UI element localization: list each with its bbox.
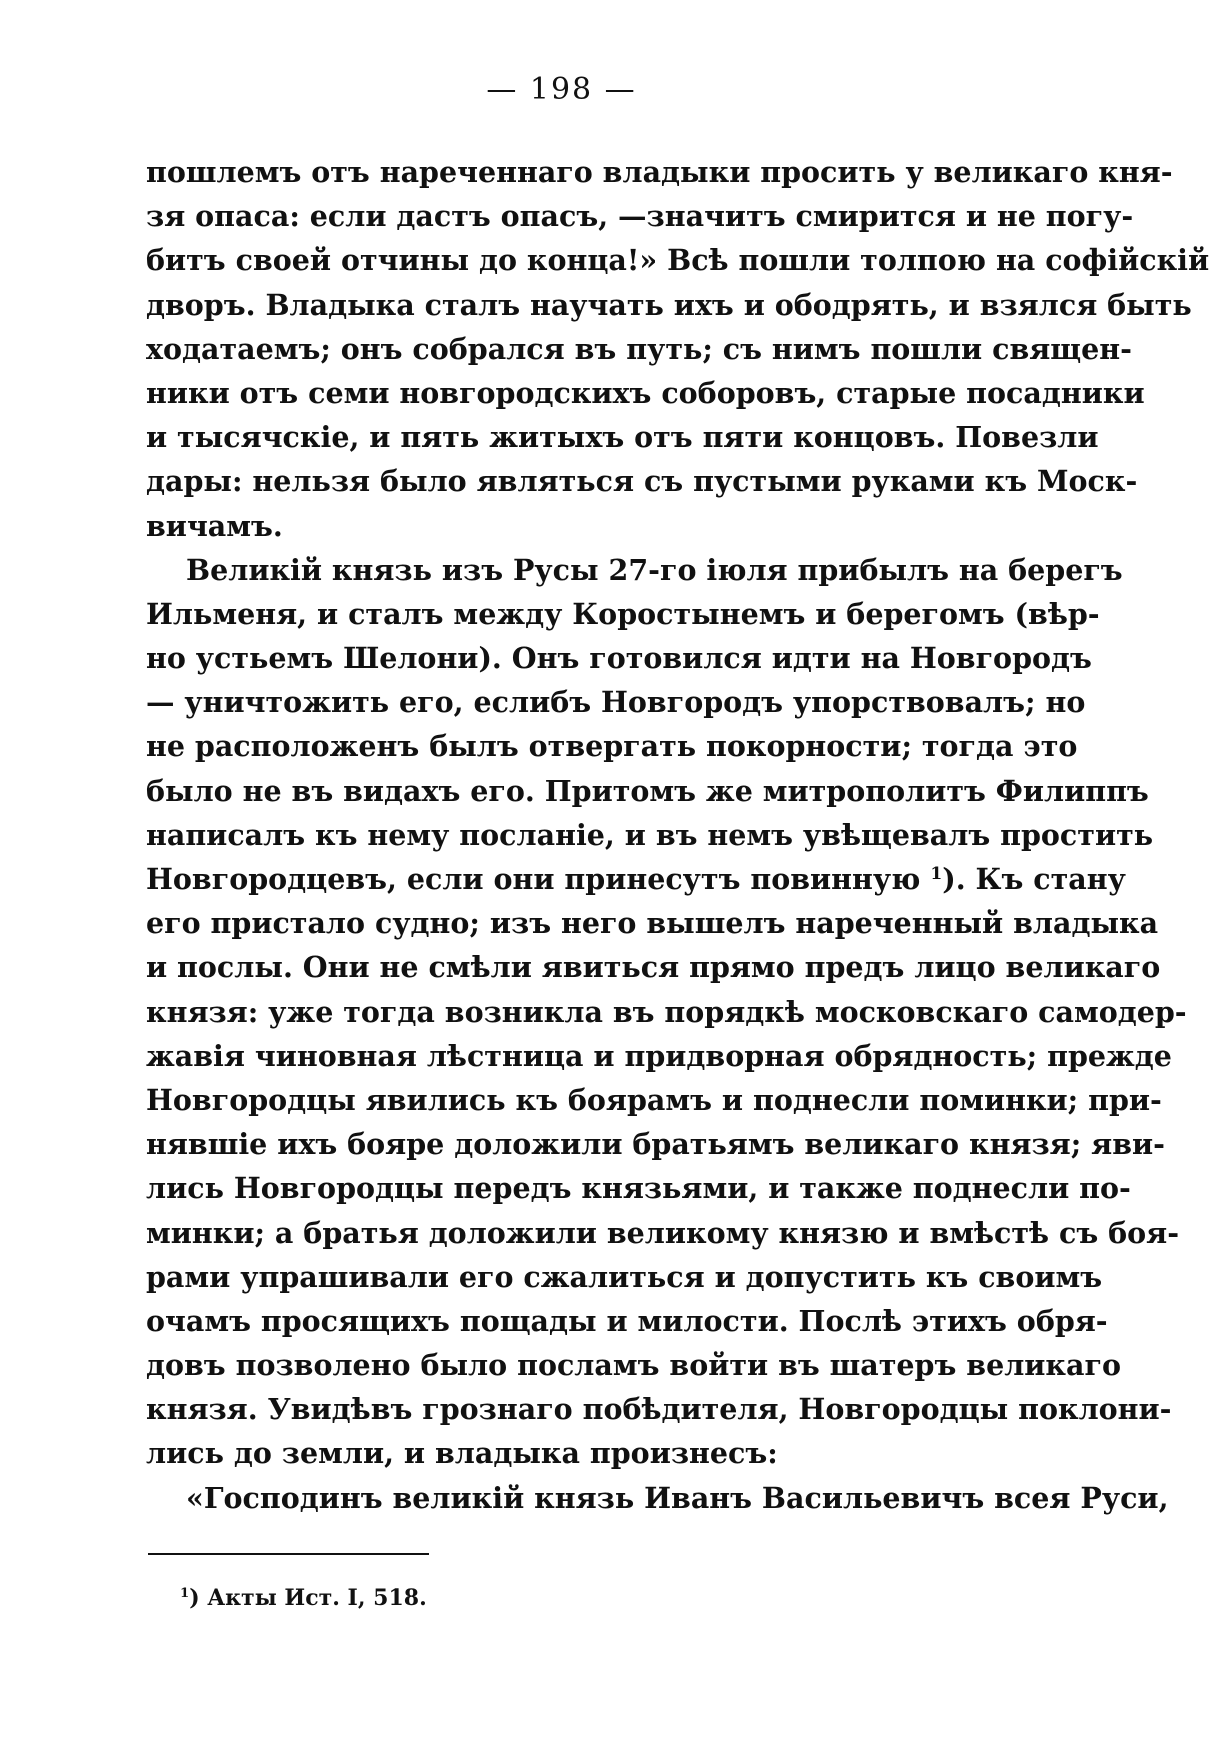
paragraph-3 — [146, 1476, 1169, 1520]
footnote — [180, 1585, 427, 1611]
text-line: вичамъ. — [146, 508, 283, 543]
text-line: жавія чиновная лѣстница и придворная обрядность; прежде — [146, 1038, 1172, 1073]
text-line: и послы. Они не смѣли явиться прямо предъ лицо великаго — [146, 950, 1161, 985]
text-line: князя. Увидѣвъ грознаго побѣдителя, Новгородцы поклони- — [146, 1392, 1172, 1427]
text-line: минки; а братья доложили великому князю и вмѣстѣ съ боя- — [146, 1215, 1180, 1250]
text-line: рами упрашивали его сжалиться и допустить къ своимъ — [146, 1259, 1103, 1294]
page-number: — 198 — — [486, 72, 637, 107]
text-line: довъ позволено было посламъ войти въ шатеръ великаго — [146, 1348, 1121, 1383]
text-line: но устьемъ Шелони). Онъ готовился идти на Новгородъ — [146, 641, 1092, 676]
text-line: лись Новгородцы передъ князьями, и также поднесли по- — [146, 1171, 1131, 1206]
text-segment: Новгородцевъ, если они принесутъ повинную — [146, 862, 921, 896]
footnote-text: ) Акты Ист. I, 518. — [189, 1585, 427, 1611]
text-line: и тысячскіе, и пять житыхъ отъ пяти концовъ. Повезли — [146, 420, 1099, 455]
text-line: — уничтожить его, еслибъ Новгородъ упорствовалъ; но — [146, 685, 1086, 720]
text-line: лись до земли, и владыка произнесъ: — [146, 1436, 778, 1471]
text-segment: ). Къ стану — [942, 862, 1126, 896]
text-line: нявшіе ихъ бояре доложили братьямъ великаго князя; яви- — [146, 1127, 1166, 1162]
text-line: пошлемъ отъ нареченнаго владыки просить у великаго кня- — [146, 155, 1173, 189]
text-line: его пристало судно; изъ него вышелъ нареченный владыка — [146, 906, 1159, 941]
text-line: зя опаса: если дастъ опасъ, —значитъ смирится и не погу- — [146, 199, 1134, 234]
text-line: очамъ просящихъ пощады и милости. Послѣ этихъ обря- — [146, 1303, 1108, 1338]
paragraph-2 — [146, 548, 1187, 1476]
text-line: дворъ. Владыка сталъ научать ихъ и ободрять, и взялся быть — [146, 287, 1192, 322]
text-line: битъ своей отчины до конца!» Всѣ пошли толпою на софійскій — [146, 243, 1209, 278]
text-line: дары: нельзя было являться съ пустыми руками къ Моск- — [146, 464, 1138, 499]
text-line: ходатаемъ; онъ собрался въ путь; съ нимъ пошли священ- — [146, 331, 1132, 366]
footnote-marker: 1 — [180, 1586, 190, 1602]
paragraph-1 — [146, 150, 1209, 548]
text-line: Ильменя, и сталъ между Коростынемъ и берегомъ (вѣр- — [146, 596, 1100, 631]
text-line: написалъ къ нему посланіе, и въ немъ увѣщевалъ простить — [146, 817, 1154, 852]
text-line: Новгородцы явились къ боярамъ и поднесли поминки; при- — [146, 1082, 1162, 1117]
text-line: было не въ видахъ его. Притомъ же митрополитъ Филиппъ — [146, 773, 1149, 808]
footnote-divider — [148, 1553, 429, 1555]
text-line: Великій князь изъ Русы 27-го іюля прибылъ на берегъ — [186, 552, 1123, 587]
text-line: князя: уже тогда возникла въ порядкѣ московскаго самодер- — [146, 994, 1187, 1029]
text-line-with-footnote — [146, 857, 1126, 901]
body-text — [146, 150, 1209, 1520]
text-line: ники отъ семи новгородскихъ соборовъ, старые посадники — [146, 375, 1145, 410]
text-line: «Господинъ великій князь Иванъ Васильевичъ всея Руси, — [186, 1480, 1169, 1515]
text-line: не расположенъ былъ отвергать покорности; тогда это — [146, 729, 1078, 764]
footnote-reference[interactable]: 1 — [930, 863, 943, 884]
